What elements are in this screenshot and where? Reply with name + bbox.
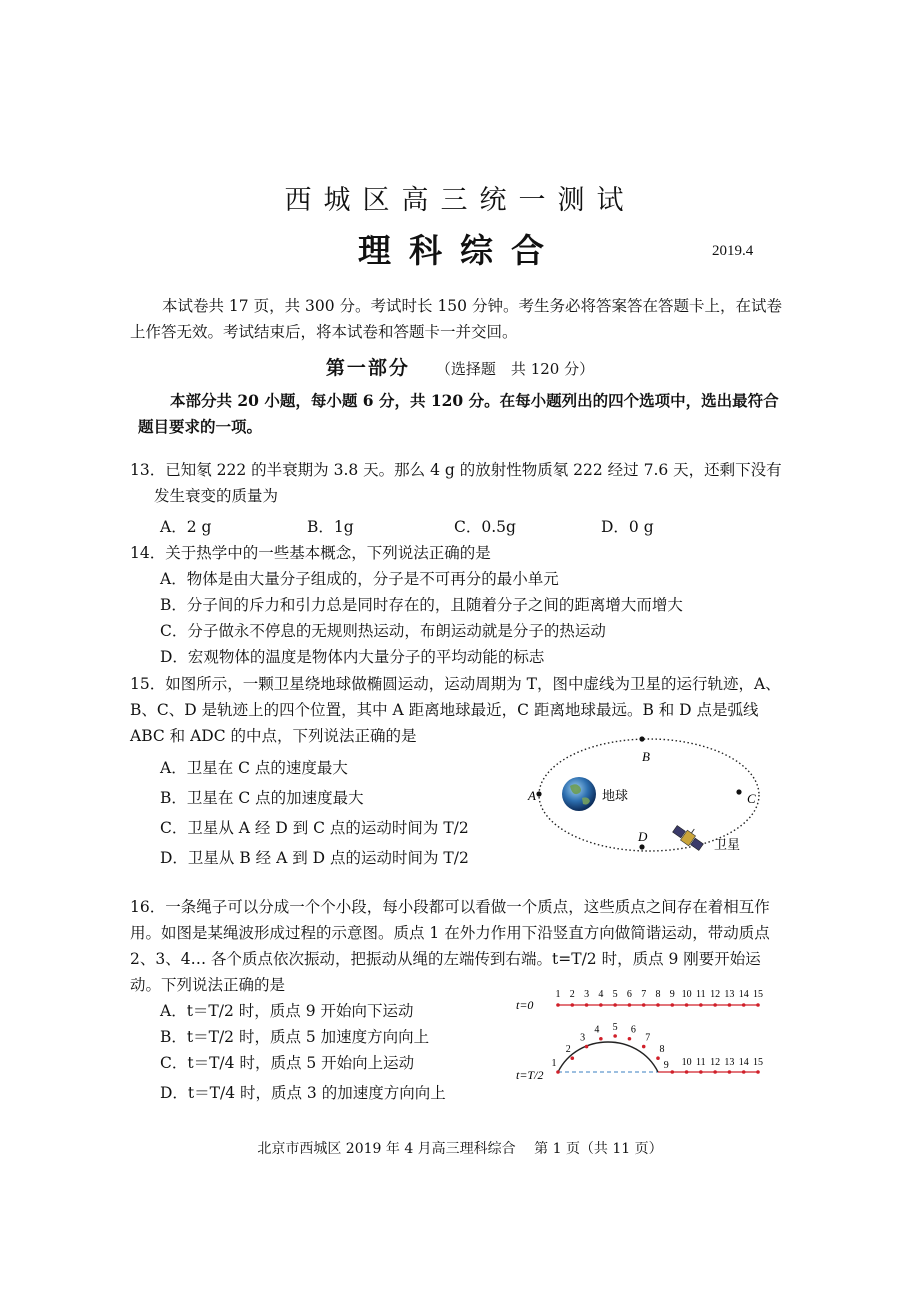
rope-particle-half-period	[699, 1070, 703, 1074]
q13-option-a: A．2 g	[160, 518, 212, 536]
q15-option-d: D．卫星从 B 经 A 到 D 点的运动时间为 T/2	[160, 849, 469, 867]
particle-number-half-period: 3	[580, 1032, 586, 1044]
particle-number-half-period: 4	[594, 1024, 600, 1036]
q15-option-b: B．卫星在 C 点的加速度最大	[160, 789, 364, 807]
part-instruction: 本部分共 20 小题，每小题 6 分，共 120 分。在每小题列出的四个选项中，选出最符合题目要求的一项。	[138, 391, 779, 436]
particle-number-t0: 3	[584, 989, 590, 1000]
q13-option-b: B．1g	[307, 518, 354, 536]
particle-number-t0: 15	[753, 989, 763, 1000]
particle-number-half-period: 6	[630, 1024, 636, 1036]
particle-number-half-period: 1	[551, 1058, 557, 1069]
rope-particle-t0	[585, 1003, 589, 1007]
particle-number-t0: 1	[555, 989, 561, 1000]
particle-number-t0: 2	[569, 989, 575, 1000]
particle-number-t0: 7	[641, 989, 647, 1000]
rope-particle-t0	[699, 1003, 703, 1007]
q15-stem-text: 15．如图所示，一颗卫星绕地球做椭圆运动，运动周期为 T，图中虚线为卫星的运行轨迹，A、B、C、D 是轨迹上的四个位置，其中 A 距离地球最近，C 距离地球最远。B 和 D 点是弧线 ABC 和 ADC 的中点，下列说法正确的是	[130, 675, 781, 745]
part-heading	[0, 353, 920, 380]
row1-label: t=0	[516, 998, 534, 1012]
rope-particle-half-period	[642, 1045, 646, 1049]
particle-number-half-period: 2	[565, 1044, 571, 1056]
rope-particle-half-period	[556, 1070, 560, 1074]
point-c-dot	[736, 789, 741, 794]
q13-option-d: D．0 g	[601, 518, 654, 536]
particle-number-half-period: 8	[659, 1044, 665, 1056]
point-d-dot	[639, 844, 644, 849]
rope-particle-t0	[570, 1003, 574, 1007]
particle-number-t0: 9	[669, 989, 675, 1000]
particle-number-half-period: 11	[696, 1057, 706, 1068]
q16-stem: 16．一条绳子可以分成一个个小段，每小段都可以看做一个质点，这些质点之间存在着相互作用。如图是某绳波形成过程的示意图。质点 1 在外力作用下沿竖直方向做简谐运动，带动质点 2、3、4… 各个质点依次振动，把振动从绳的左端传到右端。t=T/2 时，质点 9 刚要开始运动。下列说法正确的是	[130, 898, 770, 994]
rope-particle-half-period	[670, 1070, 674, 1074]
rope-particle-t0	[642, 1003, 646, 1007]
particle-number-half-period: 15	[753, 1057, 763, 1068]
q15-option-c: C．卫星从 A 经 D 到 C 点的运动时间为 T/2	[160, 819, 469, 837]
particle-number-t0: 12	[710, 989, 721, 1000]
rope-particle-t0	[628, 1003, 632, 1007]
particle-number-t0: 5	[612, 989, 618, 1000]
particle-number-half-period: 14	[738, 1057, 749, 1068]
particle-number-t0: 14	[738, 989, 749, 1000]
rope-particle-t0	[556, 1003, 560, 1007]
particle-number-half-period: 10	[681, 1057, 692, 1068]
particle-number-half-period: 7	[645, 1032, 651, 1044]
q13-stem-text: 13．已知氡 222 的半衰期为 3.8 天。那么 4 g 的放射性物质氡 222 经过 7.6 天，还剩下没有发生衰变的质量为	[130, 461, 782, 505]
rope-particle-t0	[599, 1003, 603, 1007]
q15-option-a: A．卫星在 C 点的速度最大	[160, 759, 348, 777]
rope-particle-t0	[685, 1003, 689, 1007]
part-title: 第一部分	[325, 357, 410, 379]
point-c-label: C	[747, 791, 756, 806]
rope-particle-half-period	[613, 1034, 617, 1038]
orbit-figure	[520, 728, 780, 868]
q16-option-c: C．t＝T/4 时，质点 5 开始向上运动	[160, 1054, 415, 1072]
subject-title: 理科综合	[358, 231, 562, 270]
point-a-label: A	[528, 788, 536, 803]
rope-particle-t0	[613, 1003, 617, 1007]
particle-number-t0: 8	[655, 989, 661, 1000]
rope-particle-t0	[713, 1003, 717, 1007]
exam-intro: 本试卷共 17 页，共 300 分。考试时长 150 分钟。考生务必将答案答在答题卡上，在试卷上作答无效。考试结束后，将本试卷和答题卡一并交回。	[130, 297, 782, 341]
rope-wave-figure	[508, 983, 778, 1088]
rope-particle-half-period	[728, 1070, 732, 1074]
rope-particle-half-period	[599, 1037, 603, 1041]
rope-particle-half-period	[713, 1070, 717, 1074]
rope-particle-t0	[670, 1003, 674, 1007]
particle-number-half-period: 13	[724, 1057, 735, 1068]
rope-particle-t0	[742, 1003, 746, 1007]
satellite-label: 卫星	[714, 837, 741, 852]
part-subtitle: （选择题 共 120 分）	[435, 360, 595, 378]
q14-stem: 14．关于热学中的一些基本概念，下列说法正确的是	[130, 544, 491, 562]
q13-option-c: C．0.5g	[454, 518, 516, 536]
q16-option-b: B．t＝T/2 时，质点 5 加速度方向向上	[160, 1028, 430, 1046]
q14-option-c: C．分子做永不停息的无规则热运动，布朗运动就是分子的热运动	[160, 622, 606, 640]
q13-stem	[130, 457, 790, 509]
exam-title: 西城区高三统一测试	[284, 185, 636, 216]
particle-number-t0: 11	[696, 989, 706, 1000]
rope-particle-t0	[728, 1003, 732, 1007]
point-b-label: B	[642, 749, 650, 764]
row2-label: t=T/2	[516, 1068, 544, 1082]
earth-icon	[562, 777, 596, 811]
q14-option-d: D．宏观物体的温度是物体内大量分子的平均动能的标志	[160, 648, 545, 666]
exam-date: 2019.4	[712, 243, 754, 259]
rope-particle-t0	[756, 1003, 760, 1007]
particle-number-t0: 4	[598, 989, 604, 1000]
particle-number-t0: 6	[626, 989, 632, 1000]
particle-number-t0: 10	[681, 989, 692, 1000]
particle-number-t0: 13	[724, 989, 735, 1000]
point-b-dot	[639, 736, 644, 741]
q16-option-d: D．t＝T/4 时，质点 3 的加速度方向向上	[160, 1084, 446, 1102]
rope-particle-half-period	[585, 1045, 589, 1049]
rope-particle-half-period	[570, 1056, 574, 1060]
earth-label: 地球	[602, 788, 629, 803]
point-a-dot	[536, 791, 541, 796]
rope-particle-half-period	[685, 1070, 689, 1074]
particle-number-half-period: 12	[710, 1057, 721, 1068]
rope-particle-t0	[656, 1003, 660, 1007]
particle-number-half-period: 5	[612, 1022, 618, 1033]
point-d-label: D	[638, 829, 648, 844]
q13-options	[160, 514, 748, 540]
q14-option-b: B．分子间的斥力和引力总是同时存在的，且随着分子之间的距离增大而增大	[160, 596, 683, 614]
q16-option-a: A．t＝T/2 时，质点 9 开始向下运动	[160, 1002, 414, 1020]
particle-number-half-period: 9	[663, 1060, 669, 1071]
rope-particle-half-period	[656, 1056, 660, 1060]
q14-option-a: A．物体是由大量分子组成的，分子是不可再分的最小单元	[160, 570, 559, 588]
page-footer: 北京市西城区 2019 年 4 月高三理科综合 第 1 页（共 11 页）	[257, 1141, 663, 1157]
rope-particle-half-period	[756, 1070, 760, 1074]
rope-particle-half-period	[628, 1037, 632, 1041]
rope-particle-half-period	[742, 1070, 746, 1074]
